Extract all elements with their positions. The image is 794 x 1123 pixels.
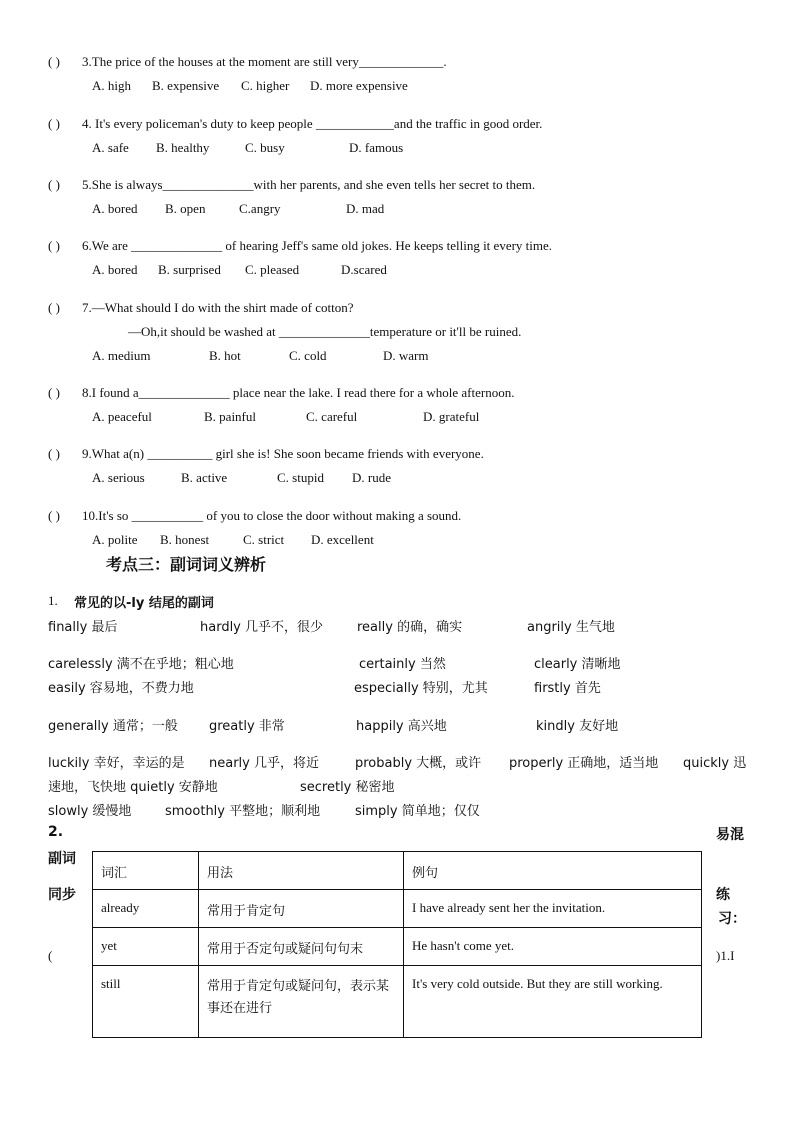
option-a: A. bored	[92, 262, 138, 277]
answer-paren: ( )	[48, 238, 60, 253]
adverb-item: smoothly 平整地；顺利地	[165, 804, 321, 819]
option-a: A. bored	[92, 201, 138, 216]
option-a: A. polite	[92, 532, 138, 547]
table-row	[93, 928, 702, 966]
section-heading: 考点三：副词词义辨析	[106, 555, 267, 574]
adverb-item: really 的确，确实	[357, 620, 463, 635]
table-row	[93, 890, 702, 928]
option-d: D. warm	[383, 348, 429, 363]
table-header-cell: 用法	[199, 852, 404, 890]
table-cell: It's very cold outside. But they are still working.	[404, 966, 702, 1038]
table-cell: He hasn't come yet.	[404, 928, 702, 966]
sub-heading-2-number: 2.	[48, 824, 64, 840]
option-b: B. open	[165, 201, 206, 216]
table-row	[93, 966, 702, 1038]
option-a: A. serious	[92, 470, 145, 485]
option-c: C.angry	[239, 201, 281, 216]
option-c: C. stupid	[277, 470, 324, 485]
adverb-item: especially 特别，尤其	[354, 681, 488, 696]
option-a: A. safe	[92, 140, 129, 155]
option-d: D.scared	[341, 262, 387, 277]
adverb-item: clearly 清晰地	[534, 657, 621, 672]
sub-heading-title: 常见的以-ly 结尾的副词	[74, 596, 214, 611]
answer-paren: ( )	[48, 385, 60, 400]
option-b: B. hot	[209, 348, 241, 363]
question-stem: 5.She is always______________with her parents, and she even tells her secret to them.	[82, 177, 536, 192]
question-stem: 7.—What should I do with the shirt made of cotton?	[82, 300, 354, 315]
table-header-cell: 词汇	[93, 852, 199, 890]
option-c: C. pleased	[245, 262, 300, 277]
option-b: B. healthy	[156, 140, 210, 155]
adverb-item: firstly 首先	[534, 681, 601, 696]
answer-paren: ( )	[48, 300, 60, 315]
option-c: C. busy	[245, 140, 285, 155]
adverb-item: easily 容易地，不费力地	[48, 681, 194, 696]
side-text-right: 易混	[716, 827, 744, 843]
option-a: A. medium	[92, 348, 151, 363]
option-d: D. mad	[346, 201, 385, 216]
question-stem: 9.What a(n) __________ girl she is! She soon became friends with everyone.	[82, 446, 484, 461]
question-stem: 8.I found a______________ place near the lake. I read there for a whole afternoon.	[82, 385, 515, 400]
adverb-item: probably 大概，或许	[355, 756, 482, 771]
side-text-left: (	[48, 948, 53, 963]
option-a: A. high	[92, 78, 131, 93]
question-stem: 4. It's every policeman's duty to keep people ____________and the traffic in good order.	[82, 116, 543, 131]
answer-paren: ( )	[48, 116, 60, 131]
option-c: C. careful	[306, 409, 358, 424]
option-c: C. cold	[289, 348, 327, 363]
adverb-item: simply 简单地；仅仅	[355, 804, 480, 819]
adverb-item: kindly 友好地	[536, 719, 619, 734]
question-stem: 6.We are ______________ of hearing Jeff's same old jokes. He keeps telling it every time.	[82, 238, 553, 253]
question-stem-2: —Oh,it should be washed at ______________temperature or it'll be ruined.	[128, 324, 522, 339]
table-cell: 常用于肯定句或疑问句，表示某事还在进行	[199, 966, 404, 1038]
adverb-item: generally 通常；一般	[48, 719, 178, 734]
option-d: D. excellent	[311, 532, 374, 547]
option-b: B. expensive	[152, 78, 220, 93]
adverb-item: properly 正确地，适当地	[509, 756, 659, 771]
adverb-item: nearly 几乎，将近	[209, 756, 319, 771]
adverb-usage-table	[92, 851, 702, 1038]
adverb-item: slowly 缓慢地	[48, 804, 132, 819]
adverb-item: secretly 秘密地	[300, 780, 395, 795]
option-b: B. honest	[160, 532, 210, 547]
table-cell: yet	[93, 928, 199, 966]
adverb-item: happily 高兴地	[356, 719, 447, 734]
question-stem: 10.It's so ___________ of you to close the door without making a sound.	[82, 508, 462, 523]
adverb-item: finally 最后	[48, 620, 118, 635]
side-text-right: 习：	[718, 911, 746, 927]
option-c: C. higher	[241, 78, 290, 93]
table-cell: 常用于否定句或疑问句句末	[199, 928, 404, 966]
adverb-item: luckily 幸好，幸运的是	[48, 756, 185, 771]
table-header-cell: 例句	[404, 852, 702, 890]
answer-paren: ( )	[48, 508, 60, 523]
option-b: B. active	[181, 470, 228, 485]
side-text-left: 副词	[48, 851, 76, 867]
adverb-item: quickly 迅	[683, 756, 747, 771]
option-d: D. grateful	[423, 409, 480, 424]
adverb-item: carelessly 满不在乎地；粗心地	[48, 657, 234, 672]
option-d: D. more expensive	[310, 78, 408, 93]
side-text-left: 同步	[48, 887, 76, 903]
side-text-right: )1.I	[716, 948, 735, 963]
adverb-item: greatly 非常	[209, 719, 285, 734]
option-d: D. famous	[349, 140, 404, 155]
answer-paren: ( )	[48, 54, 60, 69]
table-cell: 常用于肯定句	[199, 890, 404, 928]
adverb-item: angrily 生气地	[527, 620, 615, 635]
sub-heading-number: 1.	[48, 593, 58, 608]
answer-paren: ( )	[48, 446, 60, 461]
adverb-item: certainly 当然	[359, 657, 446, 672]
adverb-item: 速地，飞快地 quietly 安静地	[48, 780, 218, 795]
table-header-row	[93, 852, 702, 890]
answer-paren: ( )	[48, 177, 60, 192]
question-stem: 3.The price of the houses at the moment are still very_____________.	[82, 54, 447, 69]
table-cell: still	[93, 966, 199, 1038]
option-b: B. painful	[204, 409, 256, 424]
option-a: A. peaceful	[92, 409, 152, 424]
option-d: D. rude	[352, 470, 391, 485]
adverb-item: hardly 几乎不，很少	[200, 620, 324, 635]
side-text-right: 练	[716, 887, 730, 903]
option-b: B. surprised	[158, 262, 221, 277]
table-cell: I have already sent her the invitation.	[404, 890, 702, 928]
option-c: C. strict	[243, 532, 285, 547]
table-cell: already	[93, 890, 199, 928]
